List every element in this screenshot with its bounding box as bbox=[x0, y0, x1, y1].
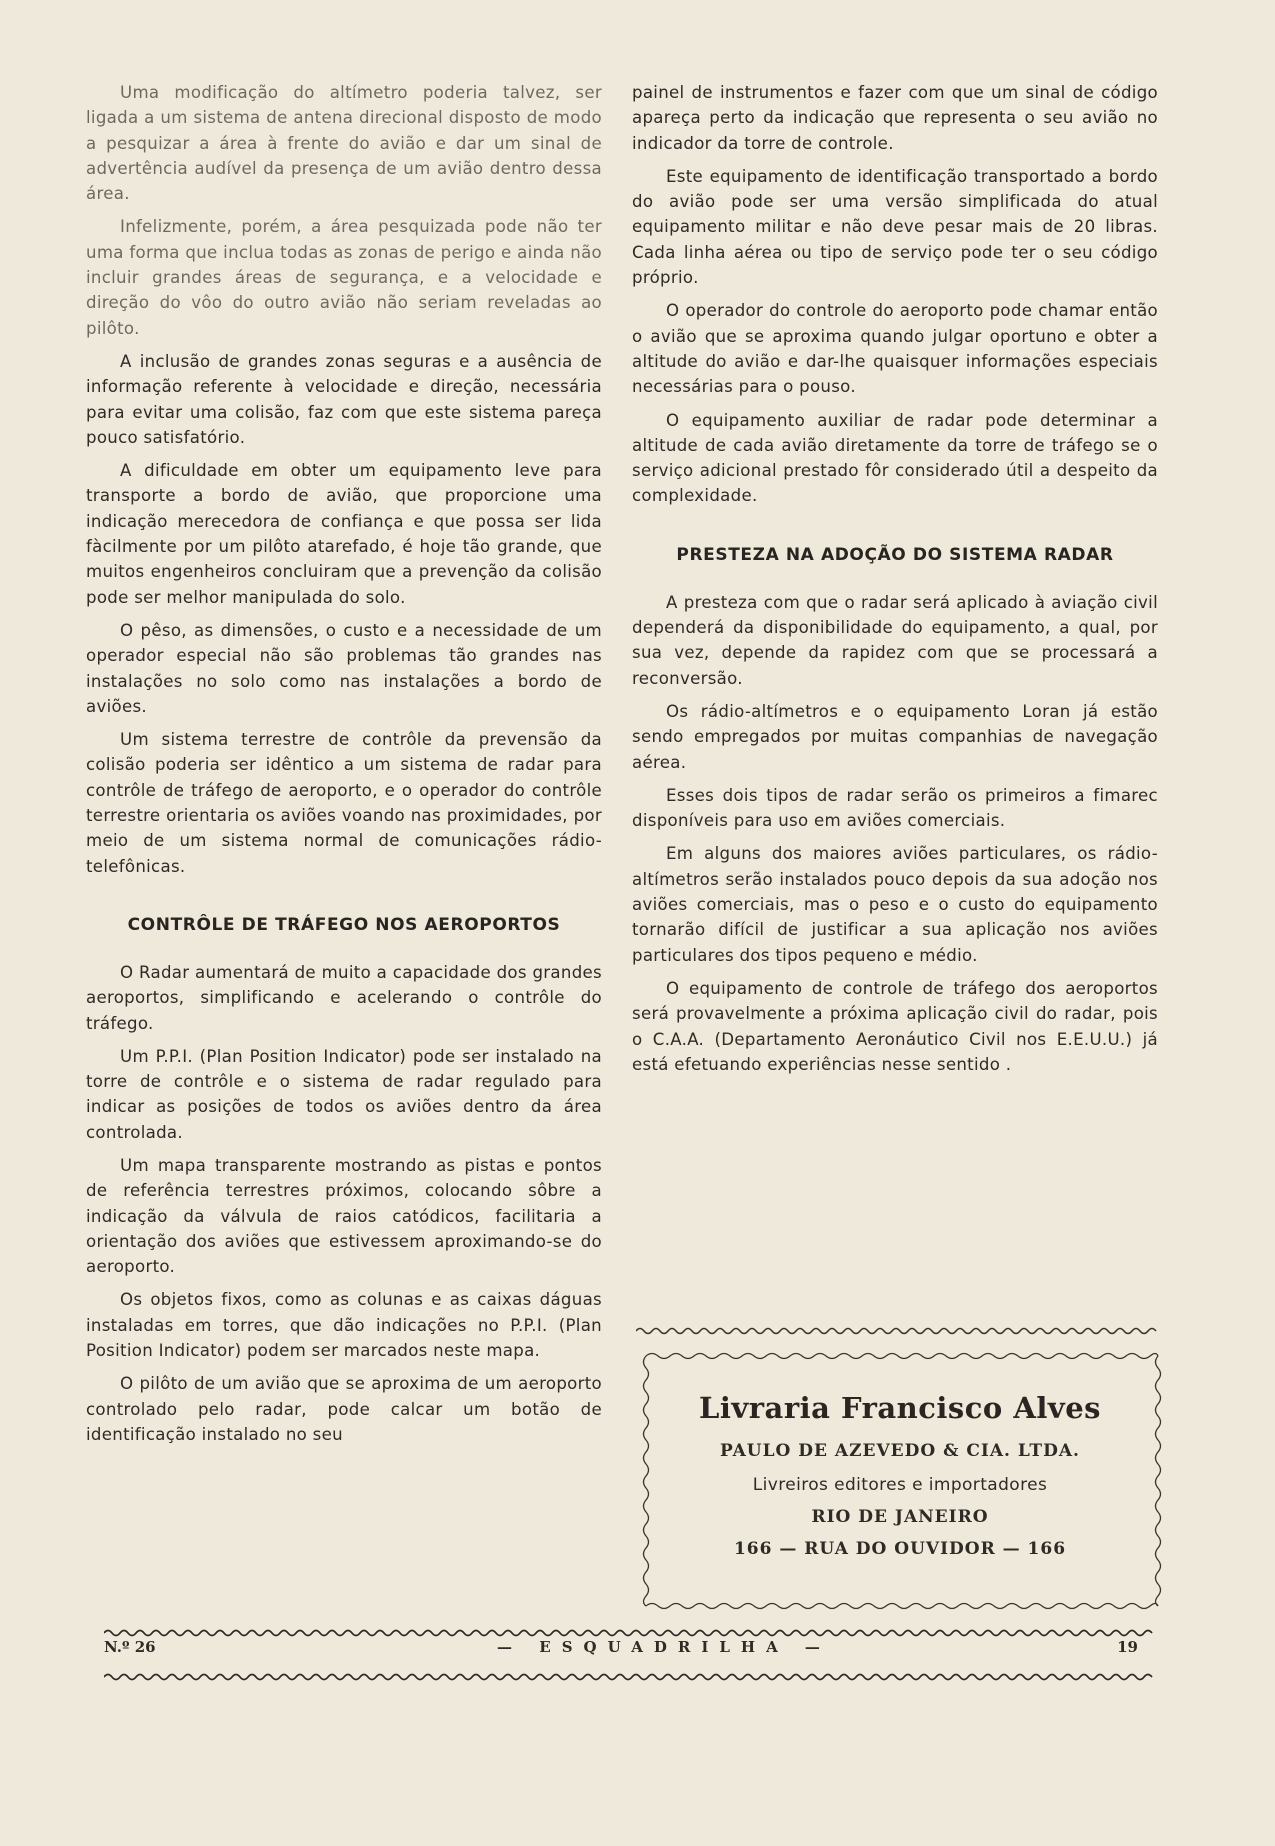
paragraph: O equipamento auxiliar de radar pode determinar a altitude de cada avião diretamente da torre de tráfego se o serviço adicional prestado fôr considerado útil a despeito da complexidade. bbox=[632, 410, 1158, 506]
footer-top-rule bbox=[104, 1628, 1158, 1638]
paragraph: O pêso, as dimensões, o custo e a necessidade de um operador especial não são problemas tão grandes nas instalações no solo como nas instalações a bordo de aviões. bbox=[86, 620, 602, 716]
paragraph: A inclusão de grandes zonas seguras e a ausência de informação referente à velocidade e direção, necessária para evitar uma colisão, faz com que este sistema pareça pouco satisfatório. bbox=[86, 351, 602, 447]
paragraph: Os objetos fixos, como as colunas e as caixas dáguas instaladas em torres, que dão indicações no P.P.I. (Plan Position Indicator) podem ser marcados neste mapa. bbox=[86, 1290, 602, 1361]
ad-title: Livraria Francisco Alves bbox=[699, 1391, 1101, 1425]
ad-city: RIO DE JANEIRO bbox=[811, 1507, 989, 1527]
ad-address: 166 — RUA DO OUVIDOR — 166 bbox=[733, 1539, 1067, 1559]
paragraph: Um sistema terrestre de contrôle da prevensão da colisão poderia ser idêntico a um sistema de radar para contrôle de tráfego de aeroporto, e o operador do contrôle terrestre orientaria os aviões voando nas proximidades, por meio de um sistema normal de comunicações rádio-telefônicas. bbox=[86, 730, 602, 876]
paragraph: O Radar aumentará de muito a capacidade dos grandes aeroportos, simplificando e acelerando o contrôle do tráfego. bbox=[86, 962, 602, 1033]
ad-firm: PAULO DE AZEVEDO & CIA. LTDA. bbox=[720, 1441, 1080, 1461]
paragraph: Em alguns dos maiores aviões particulares, os rádio-altímetros serão instalados pouco depois da sua adoção nos aviões comerciais, mas o peso e o custo do equipamento tornarão difícil de justificar a sua aplicação nos aviões particulares dos tipos pequeno e médio. bbox=[632, 844, 1158, 965]
paragraph: O equipamento de controle de tráfego dos aeroportos será provavelmente a próxima aplicação civil do radar, pois o C.A.A. (Departamento Aeronáutico Civil nos E.E.U.U.) já está efetuando experiências nesse sentido . bbox=[632, 978, 1158, 1074]
paragraph: O pilôto de um avião que se aproxima de um aeroporto controlado pelo radar, pode calcar um botão de identificação instalado no seu bbox=[86, 1374, 602, 1444]
page-number: 19 bbox=[1117, 1638, 1138, 1656]
paragraph: Uma modificação do altímetro poderia talvez, ser ligada a um sistema de antena direcional disposto de modo a pesquizar a área à frente do avião e dar um sinal de advertência audível da presença de um avião dentro dessa área. bbox=[86, 83, 602, 204]
wavy-divider bbox=[636, 1326, 1160, 1336]
paragraph: O operador do controle do aeroporto pode chamar então o avião que se aproxima quando julgar oportuno e obter a altitude do avião e dar-lhe quaisquer informações especiais necessárias para o pouso. bbox=[632, 301, 1158, 397]
footer-bottom-rule bbox=[104, 1672, 1158, 1682]
issue-number: N.º 26 bbox=[104, 1638, 156, 1656]
paragraph: Um mapa transparente mostrando as pistas e pontos de referência terrestres próximos, colocando sôbre a indicação da válvula de raios catódicos, facilitaria a orientação dos aviões que estivessem aproximando-se do aeroporto. bbox=[86, 1155, 602, 1277]
paragraph: Este equipamento de identificação transportado a bordo do avião pode ser uma versão simplificada do atual equipamento militar e não deve pesar mais de 20 libras. Cada linha aérea ou tipo de serviço pode ter o seu código próprio. bbox=[632, 166, 1158, 288]
paragraph: A presteza com que o radar será aplicado à aviação civil dependerá da disponibilidade do equipamento, a qual, por sua vez, depende da rapidez com que se processará a reconversão. bbox=[632, 592, 1158, 688]
paragraph: Um P.P.I. (Plan Position Indicator) pode ser instalado na torre de contrôle e o sistema de radar regulado para indicar as posições de todos os aviões dentro da área controlada. bbox=[86, 1046, 602, 1142]
advertisement bbox=[646, 1355, 1154, 1605]
section-heading: PRESTEZA NA ADOÇÃO DO SISTEMA RADAR bbox=[676, 544, 1114, 565]
section-heading: CONTRÔLE DE TRÁFEGO NOS AEROPORTOS bbox=[127, 914, 561, 935]
magazine-name: — ESQUADRILHA — bbox=[497, 1638, 831, 1656]
paragraph: Esses dois tipos de radar serão os primeiros a fimarec disponíveis para uso em aviões comerciais. bbox=[632, 785, 1158, 831]
left-column bbox=[86, 80, 602, 1455]
paragraph-continuation: painel de instrumentos e fazer com que um sinal de código apareça perto da indicação que representa o seu avião no indicador da torre de controle. bbox=[632, 83, 1158, 153]
right-column bbox=[632, 80, 1158, 1085]
paragraph: Infelizmente, porém, a área pesquizada pode não ter uma forma que inclua todas as zonas de perigo e ainda não incluir grandes áreas de segurança, e a velocidade e direção do vôo do outro avião não seriam reveladas ao pilôto. bbox=[86, 217, 602, 338]
ad-subtitle: Livreiros editores e importadores bbox=[752, 1475, 1048, 1495]
paragraph: Os rádio-altímetros e o equipamento Loran já estão sendo empregados por muitas companhias de navegação aérea. bbox=[632, 701, 1158, 772]
paragraph: A dificuldade em obter um equipamento leve para transporte a bordo de avião, que proporcione uma indicação merecedora de confiança e que possa ser lida fàcilmente por um pilôto atarefado, é hoje tão grande, que muitos engenheiros concluiram que a prevenção da colisão pode ser melhor manipulada do solo. bbox=[86, 461, 602, 607]
